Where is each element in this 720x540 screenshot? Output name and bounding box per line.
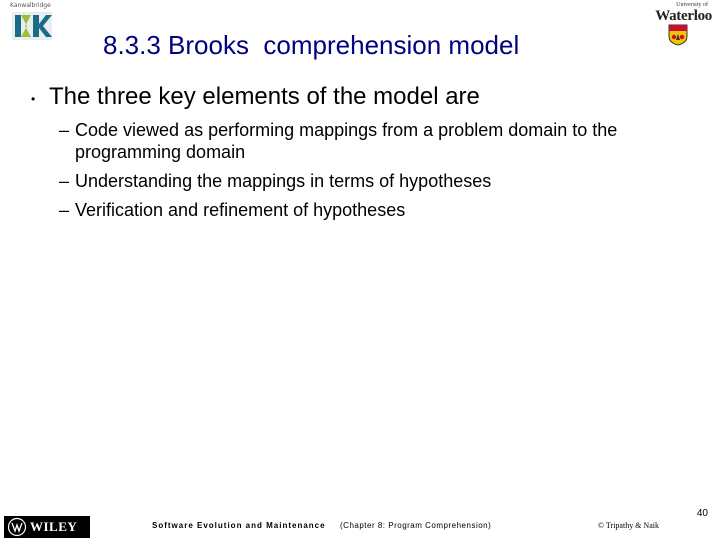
sub-bullet-marker: –	[59, 171, 70, 191]
sub-bullet-marker: –	[59, 200, 70, 220]
page-number: 40	[696, 508, 708, 519]
bk-logo	[8, 2, 58, 48]
sub-point	[59, 199, 699, 221]
main-bullet-marker: •	[31, 92, 36, 106]
footer-book-title: Software Evolution and Maintenance	[152, 521, 326, 530]
wiley-emblem-icon	[7, 517, 27, 537]
slide-title: 8.3.3 Brooks comprehension model	[103, 30, 520, 60]
sub-point	[59, 170, 699, 192]
sub-point-list	[59, 119, 699, 228]
footer-copyright: © Tripathy & Naik	[598, 521, 659, 530]
wiley-wordmark: WILEY	[30, 519, 78, 534]
waterloo-logo-line2: Waterloo	[655, 8, 712, 24]
sub-bullet-marker: –	[59, 120, 70, 140]
sub-point-text: Verification and refinement of hypotheses	[75, 200, 406, 220]
waterloo-crest-icon	[668, 24, 688, 46]
sub-point-text: Code viewed as performing mappings from a problem domain to the programming domain	[75, 120, 618, 162]
main-point-text: The three key elements of the model are	[49, 83, 480, 110]
sub-point	[59, 119, 699, 163]
bk-logo-wordmark: Kanwalbridge	[10, 2, 51, 9]
wiley-logo	[4, 516, 90, 538]
bk-logo-icon	[12, 12, 52, 40]
footer-chapter: (Chapter 8: Program Comprehension)	[340, 521, 492, 530]
waterloo-logo	[632, 2, 716, 48]
sub-point-text: Understanding the mappings in terms of hypotheses	[75, 171, 492, 191]
waterloo-logo-line1: University of	[676, 2, 708, 8]
